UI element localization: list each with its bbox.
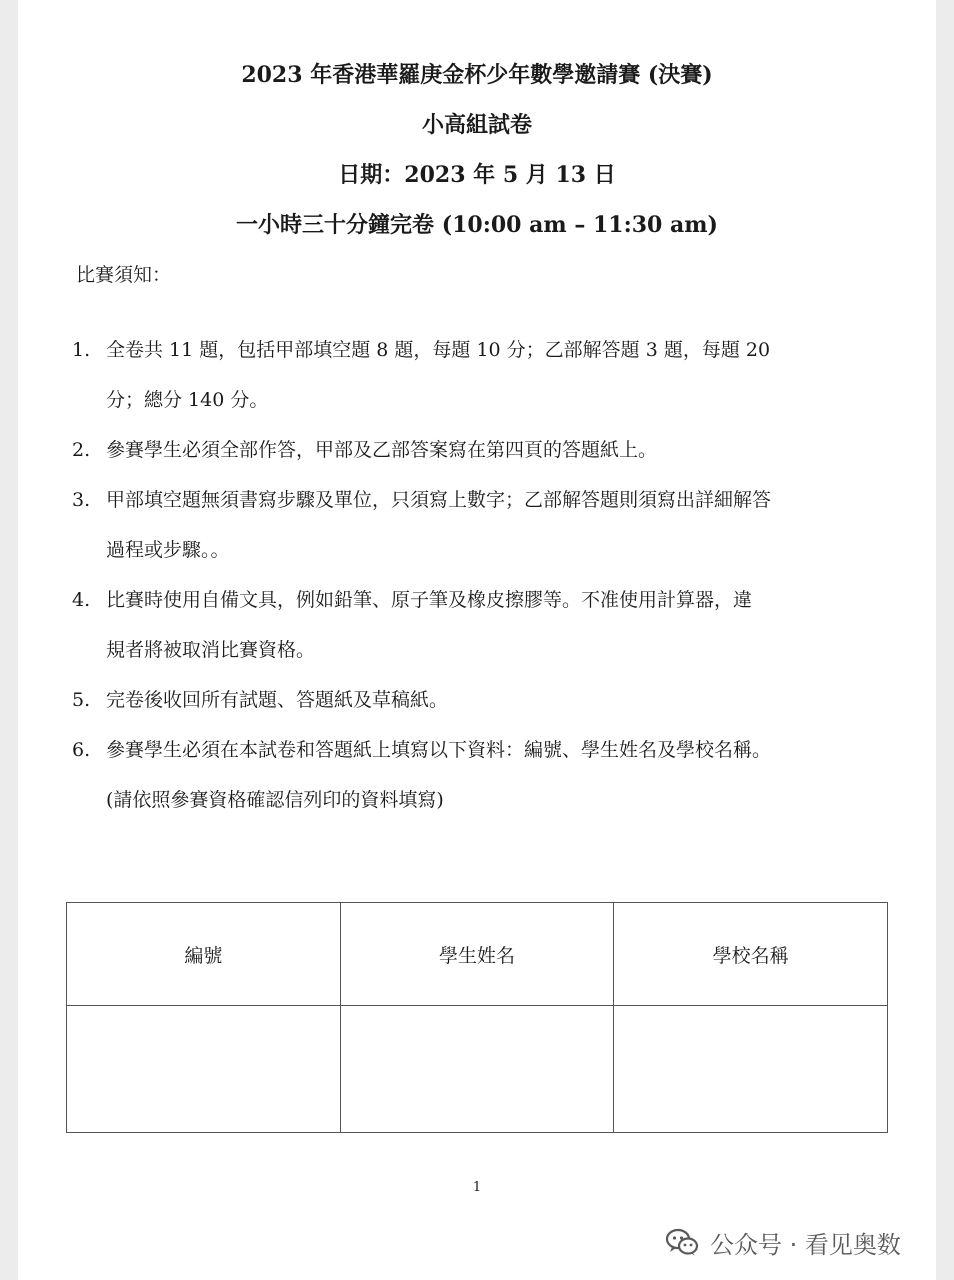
notice-heading: 比賽須知： <box>76 264 172 286</box>
exam-page <box>18 0 936 1280</box>
table-header-row <box>67 903 888 1006</box>
student-name-cell[interactable] <box>340 1006 614 1133</box>
candidate-number-cell[interactable] <box>67 1006 341 1133</box>
header-school-name: 學校名稱 <box>614 903 888 1006</box>
rule-text: 參賽學生必須全部作答，甲部及乙部答案寫在第四頁的答題紙上。 <box>106 439 658 461</box>
rule-number: 2. <box>72 439 91 461</box>
rule-text: 參賽學生必須在本試卷和答題紙上填寫以下資料：編號、學生姓名及學校名稱。 <box>106 739 772 761</box>
division-title: 小高組試卷 <box>421 112 532 138</box>
rule-number: 4. <box>72 589 91 611</box>
page-number: 1 <box>472 1180 482 1195</box>
watermark-text: 公众号 · 看见奥数 <box>710 1230 901 1259</box>
rule-text: 完卷後收回所有試題、答題紙及草稿紙。 <box>106 689 449 711</box>
rule-text-continued: 分；總分 140 分。 <box>106 389 269 411</box>
school-name-cell[interactable] <box>614 1006 888 1133</box>
exam-duration: 一小時三十分鐘完卷 (10:00 am – 11:30 am) <box>236 212 718 238</box>
rule-text: 甲部填空題無須書寫步驟及單位，只須寫上數字；乙部解答題則須寫出詳細解答 <box>106 489 772 511</box>
header-student-name: 學生姓名 <box>340 903 614 1006</box>
rule-text: 全卷共 11 題，包括甲部填空題 8 題，每題 10 分；乙部解答題 3 題，每題 20 <box>106 339 771 361</box>
rule-text: 比賽時使用自備文具，例如鉛筆、原子筆及橡皮擦膠等。不准使用計算器，違 <box>106 589 753 611</box>
rule-number: 6. <box>72 739 91 761</box>
exam-date: 日期：2023 年 5 月 13 日 <box>338 162 616 188</box>
wechat-logo-icon <box>664 1224 700 1260</box>
header-candidate-number: 編號 <box>67 903 341 1006</box>
rule-text-continued: 規者將被取消比賽資格。 <box>106 639 316 661</box>
student-info-table <box>66 902 888 1133</box>
rule-number: 3. <box>72 489 91 511</box>
rule-number: 5. <box>72 689 91 711</box>
table-row <box>67 1006 888 1133</box>
rule-text-continued: 過程或步驟。。 <box>106 539 230 561</box>
rule-number: 1. <box>72 339 91 361</box>
rule-text-continued: (請依照參賽資格確認信列印的資料填寫) <box>106 789 444 811</box>
watermark <box>664 1224 901 1260</box>
exam-title: 2023 年香港華羅庚金杯少年數學邀請賽 (決賽) <box>241 62 713 88</box>
